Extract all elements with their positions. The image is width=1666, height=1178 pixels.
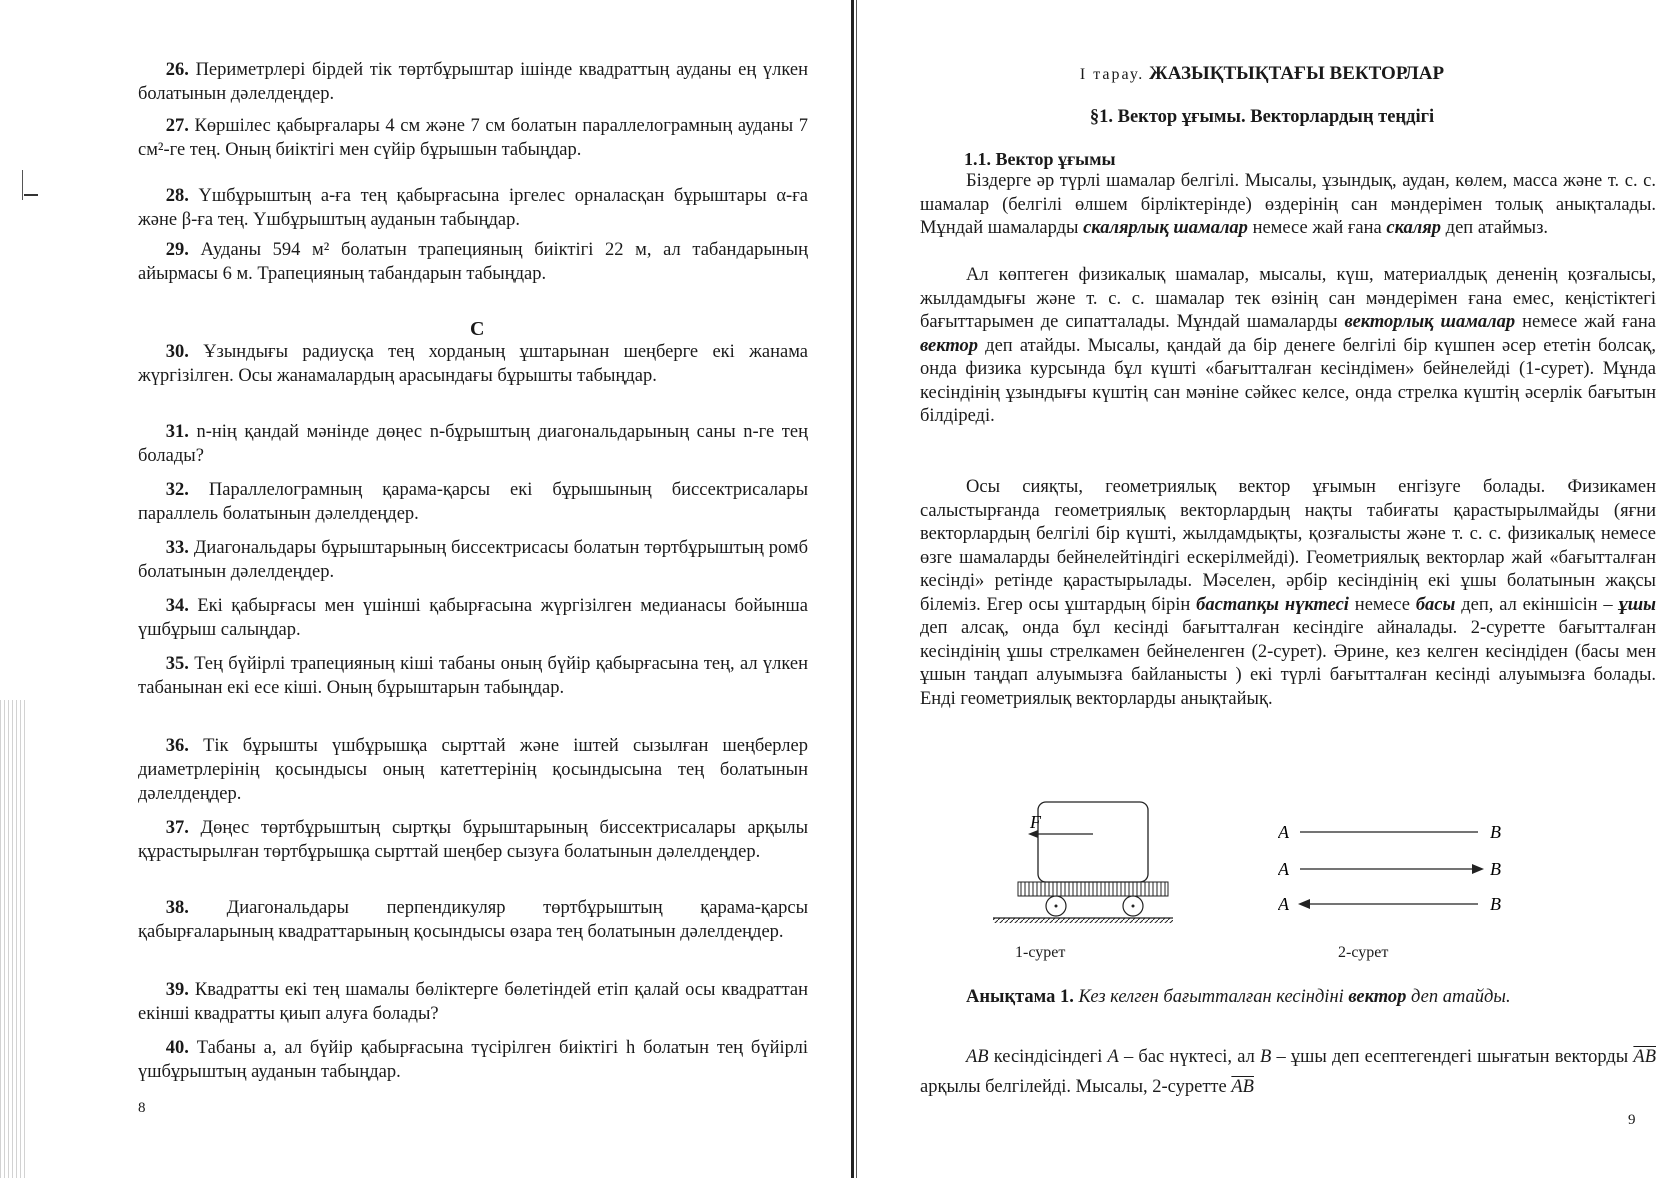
fig2-row1-right: B bbox=[1490, 822, 1501, 842]
problem-36: 36. Тік бұрышты үшбұрышқа сырттай және іштей сызылған шеңберлер диаметрлерінің қосындысы оның катеттерінің қосындысына тең болатынын дәлелдеңдер. bbox=[138, 736, 808, 804]
ground-hatch bbox=[993, 918, 1173, 923]
figure-2-caption: 2-сурет bbox=[1338, 944, 1389, 961]
chapter-title: ЖАЗЫҚТЫҚТАҒЫ ВЕКТОРЛАР bbox=[1148, 63, 1445, 84]
book-spine-edge bbox=[856, 0, 857, 1178]
problem-35: 35. Тең бүйірлі трапецияның кіші табаны оның бүйір қабырғасына тең, ал үлкен табанынан екі есе кіші. Оның бұрыштарын табыңдар. bbox=[138, 654, 809, 698]
problem-37: 37. Дөңес төртбұрыштың сыртқы бұрыштарының биссектрисалары арқылы құрастырылған төртбұрышқа сырттай шеңбер сызуға болатынын дәлелдеңдер. bbox=[138, 818, 808, 862]
problem-28: 28. Үшбұрыштың a-ға тең қабырғасына іргелес орналасқан бұрыштары α-ға және β-ға тең. Үшбұрыштың ауданын табыңдар. bbox=[138, 186, 809, 230]
vector-ab-1: $\overline{AB}$ bbox=[1633, 1047, 1656, 1067]
section-title: §1. Вектор ұғымы. Векторлардың теңдігі bbox=[1089, 107, 1435, 127]
figure-1-caption: 1-сурет bbox=[1015, 944, 1066, 961]
page-number-left: 8 bbox=[138, 1100, 146, 1116]
problem-26: 26. Периметрлері бірдей тік төртбұрыштар ішінде квадраттың ауданы ең үлкен болатынын дәлелдеңдер. bbox=[138, 60, 809, 104]
paragraph-2: Ал көптеген физикалық шамалар, мысалы, күш, материалдық дененің қозғалысы, жылдамдығы және т. с. с. шамалар тек өзінің сан мәндерімен ғана емес, кеңістіктегі бағыттарымен де сипатталады. Мұндай шамаларды векторлық шамалар немесе жай ғана вектор деп атайды. Мысалы, қандай да бір денеге белгілі бір күшпен әсер ететін болсақ, онда физика курсында бұл күшті «бағытталған кесіндімен» бейнелейді (1-сурет). Мұнда кесіндінің ұзындығы күштің сан мәніне сәйкес келсе, онда стрелка күштің әсерлік бағытын білдіреді. bbox=[920, 265, 1657, 426]
page-number-right: 9 bbox=[1628, 1112, 1636, 1128]
problem-40: 40. Табаны a, ал бүйір қабырғасына түсірілген биіктігі h болатын тең бүйірлі үшбұрыштың ауданын табыңдар. bbox=[138, 1038, 809, 1082]
problem-39: 39. Квадратты екі тең шамалы бөліктерге бөлетіндей етіп қалай осы квадраттан екінші квадратты қиып алуға болады? bbox=[138, 980, 809, 1024]
problem-33: 33. Диагональдары бұрыштарының биссектрисасы болатын төртбұрыштың ромб болатынын дәлелдеңдер. bbox=[138, 538, 808, 582]
right-page bbox=[858, 0, 1666, 1178]
problem-32: 32. Параллелограмның қарама-қарсы екі бұрышының биссектрисалары параллель болатынын дәлелдеңдер. bbox=[138, 480, 808, 524]
subsection-title: 1.1. Вектор ұғымы bbox=[964, 149, 1116, 169]
problem-30: 30. Ұзындығы радиусқа тең хорданың ұштарынан шеңберге екі жанама жүргізілген. Осы жанамалардың арасындағы бұрышты табыңдар. bbox=[138, 342, 808, 386]
force-label: F bbox=[1030, 812, 1041, 832]
problem-34: 34. Екі қабырғасы мен үшінші қабырғасына жүргізілген медианасы бойынша үшбұрыш салыңдар. bbox=[138, 596, 808, 640]
cart-platform bbox=[1018, 882, 1168, 896]
fig2-row3-right: B bbox=[1490, 894, 1501, 914]
problem-29: 29. Ауданы 594 м² болатын трапецияның биіктігі 22 м, ал табандарының айырмасы 6 м. Трапецияның табандарын табыңдар. bbox=[138, 240, 808, 284]
figure-1-cart bbox=[988, 800, 1178, 930]
definition-1: Анықтама 1. Кез келген бағытталған кесіндіні вектор деп атайды. bbox=[966, 987, 1511, 1007]
paragraph-3: Осы сияқты, геометриялық вектор ұғымын енгізуге болады. Физикамен салыстырғанда геометриялық векторлардың нақты табиғаты қарастырылмайды (яғни векторлардың белгілі бір күшті, жылдамдықты, қозғалысты және т. с. с. физикалық немесе өзге шамаларды бейнелейтіндігі ескерілмейді). Геометриялық векторлар жай «бағытталған кесінді» ретінде қарастырылады. Мәселен, әрбір кесіндінің екі ұшы болатынын жақсы білеміз. Егер осы ұштардың бірін бастапқы нүктесі немесе басы деп, ал екіншісін – ұшы деп алсақ, онда бұл кесінді бағытталған кесіндіге айналады. 2-суретте бағытталған кесіндінің ұшы стрелкамен бейнеленген (2-сурет). Әрине, кез келген кесіндіден (басы мен ұшын таңдап алуымызға байланысты ) екі түрлі бағытталған кесінді алуымызға болады. Енді геометриялық векторларды анықтайық. bbox=[920, 477, 1657, 709]
problem-27: 27. Көршілес қабырғалары 4 см және 7 см болатын параллелограмның ауданы 7 см²-ге тең. Оның биіктігі мен сүйір бұрышын табыңдар. bbox=[138, 116, 809, 160]
last-paragraph: AB кесіндісіндегі A – бас нүктесі, ал B – ұшы деп есептегендегі шығатын векторды $\overline{AB}$ арқылы белгілейді. Мысалы, 2-суретте $\overline{AB}$ bbox=[920, 1047, 1656, 1097]
problem-31: 31. n-нің қандай мәнінде дөңес n-бұрыштың диагональдарының саны n-ге тең болады? bbox=[138, 422, 808, 466]
cart-body bbox=[1038, 802, 1148, 882]
problem-38: 38. Диагональдары перпендикуляр төртбұрыштың қарама-қарсы қабырғаларының квадраттарының қосындысы өзара тең болатынын дәлелдеңдер. bbox=[138, 898, 809, 942]
fig2-row1-left: A bbox=[1278, 822, 1289, 842]
fig2-row2-right: B bbox=[1490, 859, 1501, 879]
vector-ab-2: $\overline{AB}$ bbox=[1231, 1077, 1254, 1097]
fig2-row3-left: A bbox=[1278, 894, 1289, 914]
chapter-prefix: I тарау. bbox=[1079, 66, 1145, 83]
section-letter: C bbox=[470, 318, 485, 340]
paragraph-1: Біздерге әр түрлі шамалар белгілі. Мысалы, ұзындық, аудан, көлем, масса және т. с. с. шамалар (белгілі өлшем бірліктерінде) өздерінің сан мәндерімен толық анықталады. Мұндай шамаларды скалярлық шамалар немесе жай ғана скаляр деп атаймыз. bbox=[920, 171, 1656, 238]
fig2-row2-left: A bbox=[1278, 859, 1289, 879]
chapter-heading bbox=[858, 63, 1666, 85]
figure-2-segments bbox=[1278, 820, 1518, 930]
